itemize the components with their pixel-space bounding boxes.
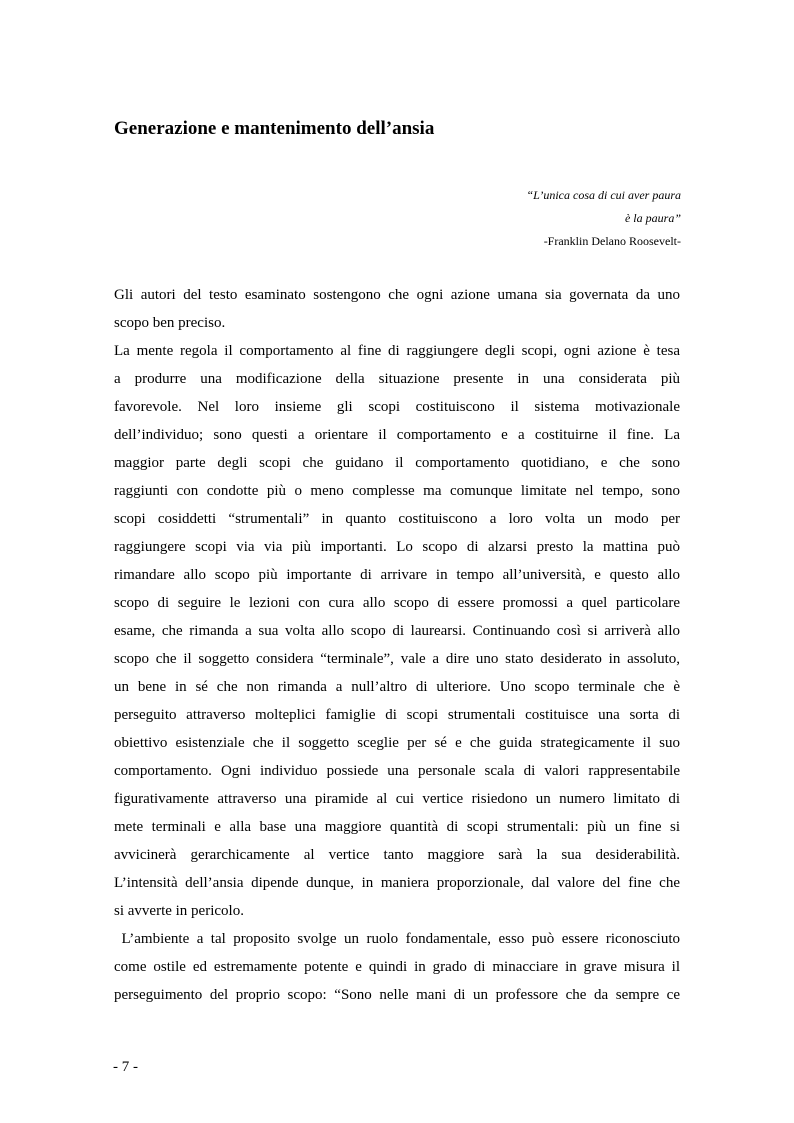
- epigraph-quote-line-1: “L’unica cosa di cui aver paura: [526, 188, 681, 202]
- epigraph-author: -Franklin Delano Roosevelt-: [543, 234, 681, 248]
- text-line: perseguimento del proprio scopo: “Sono nelle mani di un professore che da sempre ce: [114, 987, 680, 1003]
- text-line: come ostile ed estremamente potente e quindi in grado di minacciare in grave misura il: [114, 959, 680, 975]
- text-line: obiettivo esistenziale che il soggetto sceglie per sé e che guida strategicamente il suo: [114, 735, 680, 751]
- text-line: avvicinerà gerarchicamente al vertice tanto maggiore sarà la sua desiderabilità.: [114, 847, 680, 863]
- text-line: dell’individuo; sono questi a orientare il comportamento e a costituirne il fine. La: [114, 427, 680, 443]
- text-line: scopo che il soggetto considera “terminale”, vale a dire uno stato desiderato in assoluto,: [114, 651, 680, 667]
- page-number: - 7 -: [113, 1059, 138, 1075]
- body-text: [114, 281, 680, 1009]
- text-line: figurativamente attraverso una piramide al cui vertice risiedono un numero limitato di: [114, 791, 680, 807]
- epigraph-quote-line-2: è la paura”: [624, 211, 681, 225]
- text-line: rimandare allo scopo più importante di arrivare in tempo all’università, e questo allo: [114, 567, 680, 583]
- text-line: L’ambiente a tal proposito svolge un ruolo fondamentale, esso può essere riconosciuto: [114, 931, 680, 947]
- text-line: favorevole. Nel loro insieme gli scopi costituiscono il sistema motivazionale: [114, 399, 680, 415]
- text-line: raggiunti con condotte più o meno complesse ma comunque limitate nel tempo, sono: [114, 483, 680, 499]
- text-line: La mente regola il comportamento al fine di raggiungere degli scopi, ogni azione è tesa: [114, 343, 680, 359]
- text-line: comportamento. Ogni individuo possiede una personale scala di valori rappresentabile: [114, 763, 680, 779]
- section-heading: Generazione e mantenimento dell’ansia: [114, 118, 435, 139]
- text-line: esame, che rimanda a sua volta allo scopo di laurearsi. Continuando così si arriverà allo: [114, 623, 680, 639]
- text-line: scopo ben preciso.: [114, 315, 226, 331]
- text-line: Gli autori del testo esaminato sostengono che ogni azione umana sia governata da uno: [114, 287, 680, 303]
- text-line: raggiungere scopi via via più importanti. Lo scopo di alzarsi presto la mattina può: [114, 539, 680, 555]
- text-line: scopi cosiddetti “strumentali” in quanto costituiscono a loro volta un modo per: [114, 511, 680, 527]
- text-line: maggior parte degli scopi che guidano il comportamento quotidiano, e che sono: [114, 455, 680, 471]
- text-line: scopo di seguire le lezioni con cura allo scopo di essere promossi a quel particolare: [114, 595, 680, 611]
- text-line: perseguito attraverso molteplici famiglie di scopi strumentali costituisce una sorta di: [114, 707, 680, 723]
- text-line: mete terminali e alla base una maggiore quantità di scopi strumentali: più un fine si: [114, 819, 680, 835]
- epigraph: [381, 184, 681, 253]
- text-line: si avverte in pericolo.: [114, 903, 244, 919]
- text-line: a produrre una modificazione della situazione presente in una considerata più: [114, 371, 680, 387]
- text-line: L’intensità dell’ansia dipende dunque, in maniera proporzionale, dal valore del fine che: [114, 875, 680, 891]
- text-line: un bene in sé che non rimanda a null’altro di ulteriore. Uno scopo terminale che è: [114, 679, 680, 695]
